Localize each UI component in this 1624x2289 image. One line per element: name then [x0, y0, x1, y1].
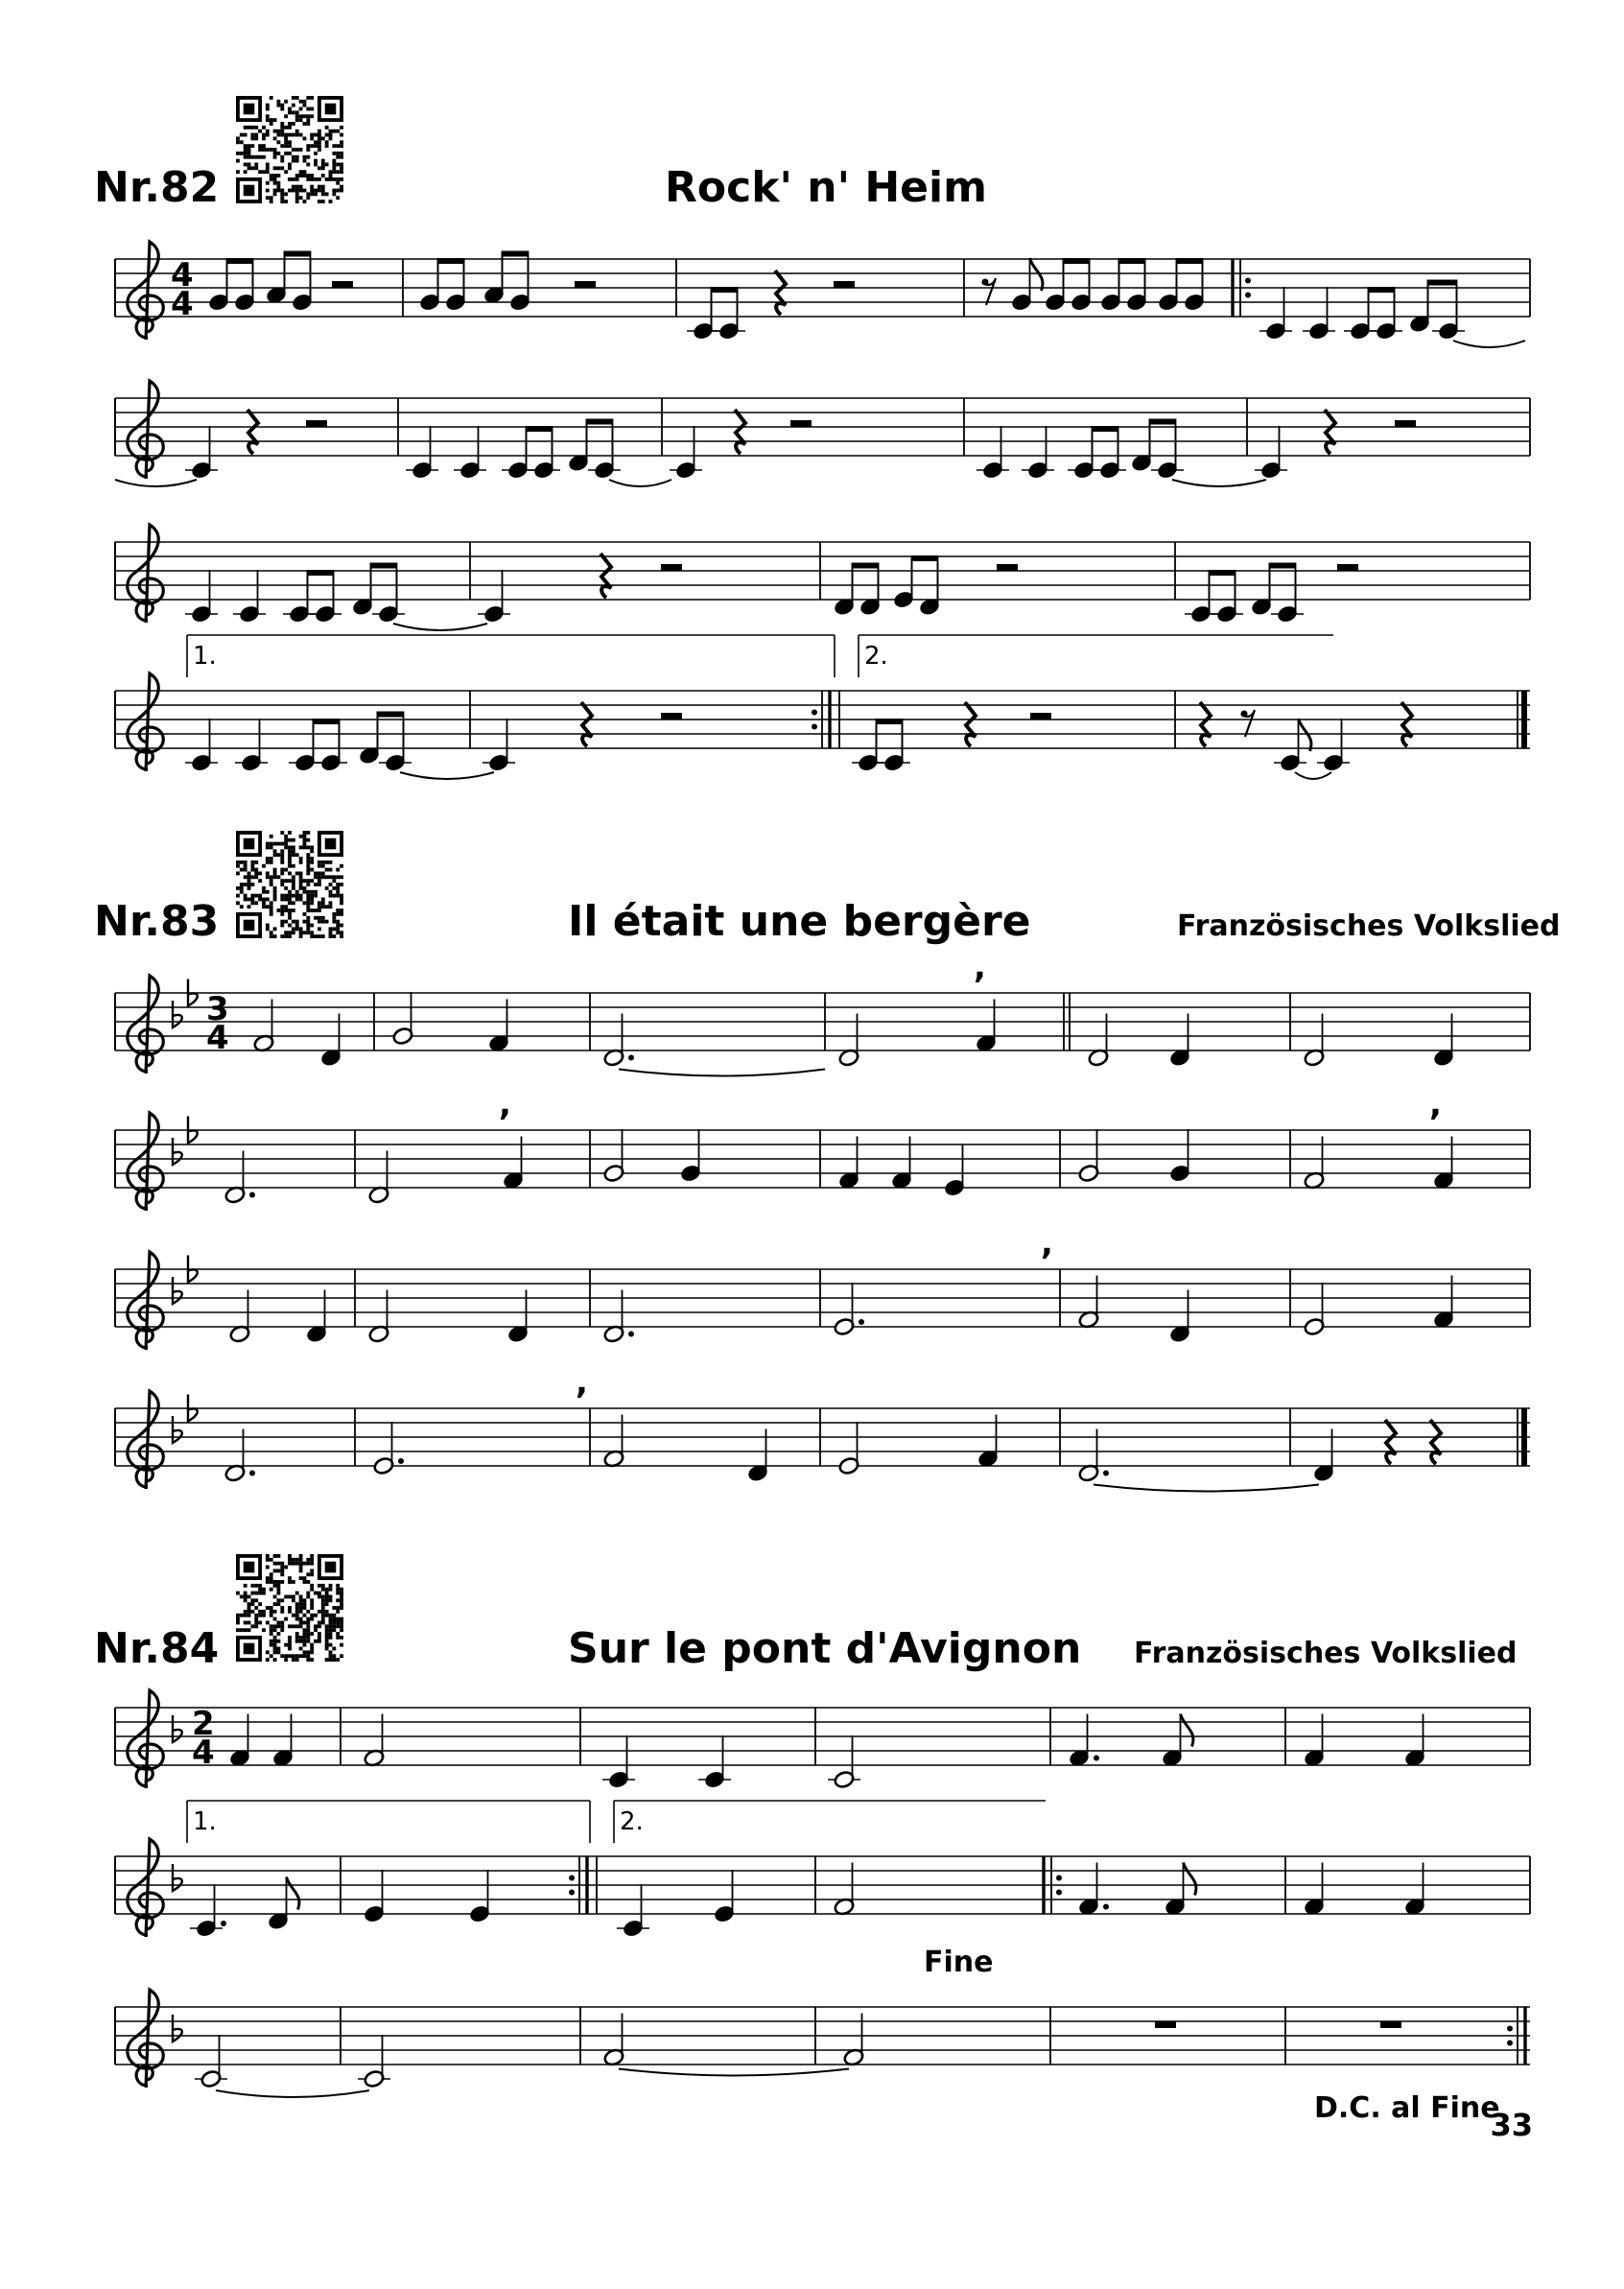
beam — [712, 287, 738, 293]
beam — [438, 258, 464, 264]
beam — [308, 570, 334, 576]
flat-icon — [173, 2015, 182, 2041]
beam — [1119, 258, 1145, 264]
treble-clef-icon — [128, 1839, 163, 1937]
breath-mark: , — [1041, 1224, 1053, 1262]
whole-rest — [1155, 2021, 1176, 2028]
tie — [393, 624, 487, 630]
tie — [609, 480, 671, 486]
treble-clef-icon — [128, 1391, 163, 1489]
staff-system — [115, 1224, 1530, 1350]
breath-mark: , — [576, 1363, 588, 1402]
song-title: Il était une bergère — [568, 897, 1031, 946]
half-rest — [1395, 420, 1416, 427]
beam — [912, 555, 938, 561]
beam — [1270, 563, 1296, 569]
dot — [249, 1192, 255, 1198]
half-rest — [1337, 564, 1358, 571]
tie — [1295, 772, 1331, 779]
volta-label: 2. — [864, 642, 888, 671]
half-rest — [1030, 713, 1051, 720]
beam — [1369, 287, 1395, 293]
tie — [1172, 480, 1266, 486]
dot — [1094, 1756, 1099, 1761]
treble-clef-icon — [128, 1113, 163, 1211]
breath-mark: , — [974, 948, 986, 986]
song-number: Nr.84 — [94, 1624, 220, 1673]
flag — [1299, 719, 1311, 751]
staff-system — [115, 525, 1530, 630]
treble-clef-icon — [128, 1252, 163, 1350]
quarter-rest — [247, 410, 258, 454]
quarter-rest — [1325, 410, 1335, 454]
volta-label: 1. — [193, 1807, 217, 1836]
volta-label: 2. — [620, 1807, 644, 1836]
quarter-rest — [581, 702, 592, 746]
dot — [1103, 1471, 1109, 1476]
treble-clef-icon — [128, 673, 163, 771]
half-rest — [661, 564, 682, 571]
time-signature-denominator: 4 — [206, 1019, 229, 1057]
beam — [1064, 258, 1090, 264]
song-title: Rock' n' Heim — [665, 163, 987, 212]
beam — [1177, 258, 1203, 264]
treble-clef-icon — [128, 242, 163, 340]
tie — [216, 2090, 369, 2097]
song-number: Nr.83 — [94, 897, 220, 946]
quarter-rest — [600, 554, 611, 598]
dot — [221, 1921, 226, 1926]
page-number: 33 — [1490, 2107, 1533, 2143]
time-signature-numerator: 3 — [206, 990, 229, 1028]
staff-system — [115, 242, 1530, 347]
treble-clef-icon — [128, 1690, 163, 1788]
beam — [527, 426, 553, 432]
flat-icon — [173, 1864, 182, 1891]
quarter-rest — [965, 702, 976, 746]
breath-mark: , — [499, 1085, 511, 1123]
tie — [115, 480, 197, 486]
breath-mark: , — [1429, 1085, 1442, 1123]
time-signature-denominator: 4 — [171, 285, 194, 323]
flat-icon — [173, 1001, 182, 1027]
dot — [628, 1055, 634, 1061]
flat-icon — [173, 1416, 182, 1443]
quarter-rest — [1200, 702, 1211, 746]
flag — [1184, 1863, 1196, 1896]
half-rest — [575, 281, 596, 288]
whole-rest — [1380, 2021, 1401, 2028]
dc-al-fine-marking: D.C. al Fine — [1314, 2091, 1500, 2125]
beam — [227, 258, 253, 264]
flag — [287, 1877, 299, 1910]
quarter-rest — [735, 410, 745, 454]
treble-clef-icon — [128, 381, 163, 479]
beam — [503, 251, 529, 257]
staff-system — [115, 635, 1530, 779]
staff-system — [115, 1990, 1530, 2125]
tie — [619, 2069, 849, 2076]
quarter-rest — [1430, 1420, 1441, 1464]
staff-system — [115, 1801, 1530, 1979]
flat-icon — [173, 1715, 182, 1742]
beam — [853, 563, 879, 569]
flat-icon — [173, 1138, 182, 1165]
treble-clef-icon — [128, 1990, 163, 2088]
staff-system — [115, 948, 1530, 1076]
beam — [1093, 426, 1118, 432]
dot — [398, 1458, 404, 1464]
time-signature-numerator: 4 — [171, 256, 194, 295]
tie — [400, 772, 494, 779]
volta-label: 1. — [193, 642, 217, 671]
half-rest — [661, 713, 682, 720]
staff-system — [115, 1690, 1530, 1789]
beam — [877, 719, 903, 724]
dot — [628, 1332, 634, 1337]
beam — [371, 563, 397, 569]
song-number: Nr.82 — [94, 163, 220, 212]
beam — [1150, 419, 1176, 425]
beam — [314, 719, 340, 724]
staff-system — [115, 1363, 1530, 1492]
fine-marking: Fine — [924, 1946, 994, 1979]
time-signature-numerator: 2 — [192, 1705, 215, 1743]
tie — [1453, 341, 1525, 347]
quarter-rest — [1401, 702, 1412, 746]
treble-clef-icon — [128, 525, 163, 623]
half-rest — [997, 564, 1018, 571]
dot — [249, 1471, 255, 1476]
tie — [1094, 1485, 1319, 1492]
dot — [859, 1319, 864, 1325]
song-composer: Französisches Volkslied — [1134, 1637, 1518, 1670]
staff-system — [115, 1085, 1530, 1211]
dot — [1103, 1904, 1109, 1910]
half-rest — [306, 420, 327, 427]
quarter-rest — [775, 271, 786, 315]
quarter-rest — [1385, 1420, 1396, 1464]
beam — [1210, 570, 1236, 576]
half-rest — [834, 281, 855, 288]
beam — [1428, 280, 1457, 286]
flag — [1030, 258, 1043, 291]
beam — [587, 419, 613, 425]
beam — [285, 251, 311, 257]
treble-clef-icon — [128, 976, 163, 1074]
time-signature-denominator: 4 — [192, 1734, 215, 1772]
flat-icon — [173, 1277, 182, 1304]
song-title: Sur le pont d'Avignon — [568, 1624, 1082, 1673]
song-composer: Französisches Volkslied — [1177, 909, 1561, 943]
half-rest — [790, 420, 812, 427]
half-rest — [332, 281, 353, 288]
tie — [619, 1070, 825, 1076]
staff-system — [115, 381, 1530, 486]
beam — [378, 712, 404, 718]
flag — [1181, 1714, 1193, 1747]
